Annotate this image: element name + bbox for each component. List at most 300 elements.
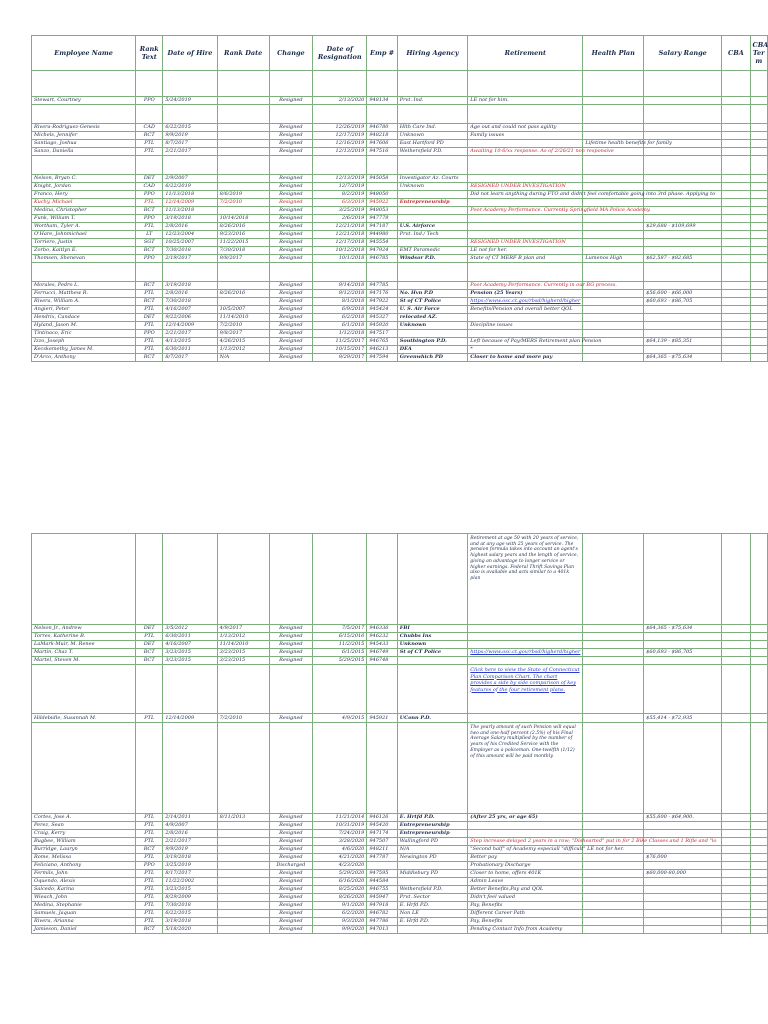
cell-employee-name: Thomsen, Shenevan [32, 255, 136, 263]
cell-health-plan [583, 926, 644, 934]
cell-change: Resigned [269, 894, 312, 902]
cell-salary-range [644, 330, 722, 338]
cell-hiring-agency: U.S. Airforce [397, 223, 468, 231]
cell-rank: RCT [136, 298, 163, 306]
cell-hiring-agency: N/A [397, 846, 468, 854]
cell-date-of-resignation: 6/1/2018 [313, 322, 367, 330]
cell-rank: PTL [136, 870, 163, 878]
cell-employee-name: Jamieson, Daniel [32, 926, 136, 934]
cell-salary-range: $64,139 - $85,351 [644, 338, 722, 346]
cell-hiring-agency: Entrepreneurship [397, 822, 468, 830]
cell-emp-number: 947187 [367, 223, 397, 231]
cell-retirement: Awaiting 10-6/xx response. As of 2/26/21 non responsive [468, 148, 583, 156]
cell-cba-term [750, 175, 767, 183]
cell-change: Resigned [269, 255, 312, 263]
cell-rank-date: 1/13/2012 [217, 346, 269, 354]
cell-salary-range [644, 822, 722, 830]
table-row [32, 822, 768, 830]
table-row [32, 625, 768, 633]
cell-cba-term [750, 191, 767, 199]
cell-employee-name: Rome, Melissa [32, 854, 136, 862]
cell-rank-date: 7/2/2010 [217, 322, 269, 330]
cell-health-plan [583, 633, 644, 641]
cell-rank-date: 9/8/2017 [217, 330, 269, 338]
cell-rank: PTL [136, 838, 163, 846]
cell-emp-number: 946213 [367, 346, 397, 354]
cell-employee-name: Rivera-Rodriguez-Genesis [32, 124, 136, 132]
table-row [32, 902, 768, 910]
cell-retirement [468, 199, 583, 207]
header-change: Change [269, 36, 312, 71]
cell-date-of-resignation: 11/25/2017 [313, 338, 367, 346]
cell-change: Resigned [269, 223, 312, 231]
cell-health-plan [583, 306, 644, 314]
cell-rank: PTL [136, 148, 163, 156]
cell-rank-date: 4/9/2017 [217, 625, 269, 633]
cell-date-of-hire: 6/22/2019 [163, 183, 217, 191]
cell-change: Resigned [269, 215, 312, 223]
cell-rank-date: 11/22/2015 [217, 239, 269, 247]
cell-employee-name: Feliciano, Anthony [32, 862, 136, 870]
cell-salary-range [644, 641, 722, 649]
cell-health-plan [583, 223, 644, 231]
cell-emp-number: 946755 [367, 886, 397, 894]
cell-cba [722, 298, 750, 306]
cell-cba-term [750, 830, 767, 838]
cell-rank-date: 1/13/2012 [217, 633, 269, 641]
cell-date-of-resignation: 10/12/2018 [313, 247, 367, 255]
cell-date-of-hire: 6/30/2011 [163, 633, 217, 641]
cell-retirement [468, 625, 583, 633]
cell-cba-term [750, 140, 767, 148]
cell-rank: PPO [136, 862, 163, 870]
cell-emp-number [367, 183, 397, 191]
table-row [32, 878, 768, 886]
cell-employee-name: Ferrucci, Matthew R. [32, 290, 136, 298]
resignation-table-page-2 [31, 533, 768, 934]
cell-date-of-resignation: 5/29/2015 [313, 657, 367, 665]
cell-rank: PTL [136, 830, 163, 838]
cell-date-of-hire: 3/19/2018 [163, 854, 217, 862]
cell-employee-name: Nelson Jr., Andrew [32, 625, 136, 633]
cell-rank: PTL [136, 322, 163, 330]
cell-hiring-agency: Investigator Az. Courts [397, 175, 468, 183]
cell-date-of-hire: 2/8/2016 [163, 223, 217, 231]
cell-hiring-agency: St of CT Police [397, 649, 468, 657]
cell-employee-name: O'Hare, Johnmichael [32, 231, 136, 239]
cell-change: Resigned [269, 838, 312, 846]
cell-employee-name: Rivera, Arianna [32, 918, 136, 926]
cell-rank: DET [136, 625, 163, 633]
cell-emp-number: 947785 [367, 282, 397, 290]
cell-emp-number: 945327 [367, 314, 397, 322]
cell-cba-term [750, 894, 767, 902]
cell-health-plan [583, 322, 644, 330]
spacer-row [32, 263, 768, 282]
cell-cba [722, 207, 750, 215]
header-rank-date: Rank Date [217, 36, 269, 71]
cell-employee-name: Sanzo, Daniella [32, 148, 136, 156]
cell-salary-range: $55,600 - $64,900. [644, 814, 722, 822]
cell-retirement: Discipline issues [468, 322, 583, 330]
cell-date-of-hire: 3/19/2018 [163, 215, 217, 223]
cell-change: Resigned [269, 148, 312, 156]
cell-rank-date [217, 838, 269, 846]
spacer-row [32, 71, 768, 97]
cell-rank: PTL [136, 886, 163, 894]
cell-change: Resigned [269, 918, 312, 926]
header-hiring-agency: Hiring Agency [397, 36, 468, 71]
cell-date-of-resignation: 6/2/2020 [313, 910, 367, 918]
cell-health-plan [583, 886, 644, 894]
cell-date-of-resignation: 12/17/2018 [313, 239, 367, 247]
table-row [32, 862, 768, 870]
cell-change: Resigned [269, 191, 312, 199]
table-row [32, 191, 768, 199]
cell-date-of-resignation: 2/6/2019 [313, 215, 367, 223]
cell-change: Resigned [269, 926, 312, 934]
cell-cba-term [750, 878, 767, 886]
cell-emp-number: 947176 [367, 290, 397, 298]
cell-hiring-agency: U. S. Air Force [397, 306, 468, 314]
cell-rank-date [217, 894, 269, 902]
cell-cba-term [750, 231, 767, 239]
cell-date-of-hire: 3/25/2019 [163, 862, 217, 870]
cell-employee-name: Hildebidle, Susannah M. [32, 714, 136, 723]
cell-salary-range [644, 322, 722, 330]
table-row [32, 298, 768, 306]
cell-emp-number: 948211 [367, 846, 397, 854]
cell-rank-date: 8/26/2016 [217, 223, 269, 231]
cell-emp-number: 945424 [367, 306, 397, 314]
table-row [32, 282, 768, 290]
cell-employee-name: Michels, Jennifer [32, 132, 136, 140]
table-row [32, 183, 768, 191]
cell-cba [722, 902, 750, 910]
table-row [32, 814, 768, 822]
cell-change: Resigned [269, 870, 312, 878]
cell-cba-term [750, 330, 767, 338]
cell-salary-range [644, 902, 722, 910]
cell-date-of-resignation: 4/6/2020 [313, 846, 367, 854]
cell-date-of-resignation: 10/31/2019 [313, 822, 367, 830]
cell-rank: RCT [136, 657, 163, 665]
cell-cba-term [750, 132, 767, 140]
cell-date-of-hire: 11/13/2018 [163, 191, 217, 199]
table-row [32, 854, 768, 862]
cell-date-of-resignation: 8/26/2020 [313, 894, 367, 902]
cell-hiring-agency [397, 926, 468, 934]
cell-rank-date [217, 140, 269, 148]
cell-rank: PTL [136, 822, 163, 830]
cell-cba [722, 247, 750, 255]
table-row [32, 633, 768, 641]
cell-cba-term [750, 657, 767, 665]
cell-hiring-agency [397, 207, 468, 215]
cell-date-of-resignation: 12/16/2019 [313, 140, 367, 148]
cell-cba-term [750, 239, 767, 247]
cell-emp-number: 947517 [367, 330, 397, 338]
cell-emp-number: 946780 [367, 124, 397, 132]
cell-hiring-agency: DEA [397, 346, 468, 354]
cell-emp-number: 947516 [367, 148, 397, 156]
table-row [32, 886, 768, 894]
cell-health-plan [583, 894, 644, 902]
cell-employee-name: Izzo, Joseph [32, 338, 136, 346]
cell-employee-name: Tintinaco, Eric [32, 330, 136, 338]
cell-change: Resigned [269, 854, 312, 862]
cell-cba [722, 231, 750, 239]
cell-retirement [468, 223, 583, 231]
cell-rank-date [217, 862, 269, 870]
cell-rank-date [217, 886, 269, 894]
cell-date-of-hire: 2/8/2016 [163, 290, 217, 298]
cell-rank-date [217, 132, 269, 140]
cell-date-of-resignation: 1/12/2018 [313, 330, 367, 338]
cell-hiring-agency: Unknown [397, 641, 468, 649]
cell-rank-date: 3/23/2015 [217, 657, 269, 665]
cell-emp-number: 948218 [367, 132, 397, 140]
cell-cba [722, 633, 750, 641]
cell-health-plan [583, 910, 644, 918]
cell-date-of-hire: 8/29/2009 [163, 894, 217, 902]
cell-retirement [468, 822, 583, 830]
cell-health-plan [583, 641, 644, 649]
table-row [32, 926, 768, 934]
cell-emp-number: 944584 [367, 878, 397, 886]
plan-comparison-link[interactable]: Click here to view the State of Connecticut Plan Comparison Chart. The chart provides a side by side comparison of key features of the four retirement plans. [468, 665, 583, 714]
cell-hiring-agency: Entrepreneurship [397, 830, 468, 838]
cell-cba [722, 132, 750, 140]
cell-health-plan [583, 878, 644, 886]
cell-date-of-resignation: 12/13/2019 [313, 148, 367, 156]
cell-date-of-hire: 9/9/2019 [163, 132, 217, 140]
cell-hiring-agency: EMT Paramedic [397, 247, 468, 255]
cell-employee-name: Medina, Christopher [32, 207, 136, 215]
cell-change: Resigned [269, 846, 312, 854]
cell-health-plan [583, 231, 644, 239]
cell-cba-term [750, 633, 767, 641]
table-row [32, 132, 768, 140]
cell-rank-date: 8/6/2019 [217, 191, 269, 199]
header-rank: Rank Text [136, 36, 163, 71]
cell-health-plan [583, 918, 644, 926]
cell-date-of-resignation: 8/25/2020 [313, 886, 367, 894]
cell-cba-term [750, 148, 767, 156]
cell-rank-date [217, 918, 269, 926]
cell-cba [722, 814, 750, 822]
cell-emp-number: 947595 [367, 870, 397, 878]
cell-date-of-resignation: 6/2/2018 [313, 314, 367, 322]
cell-rank: PTL [136, 338, 163, 346]
cell-change: Resigned [269, 298, 312, 306]
cell-hiring-agency: Prvt. Ind./ Tech [397, 231, 468, 239]
cell-salary-range: $60,693 - $86,705 [644, 298, 722, 306]
cell-cba-term [750, 854, 767, 862]
cell-emp-number: 947918 [367, 902, 397, 910]
cell-rank: DET [136, 175, 163, 183]
cell-hiring-agency [397, 215, 468, 223]
cell-cba [722, 625, 750, 633]
cell-change: Resigned [269, 247, 312, 255]
cell-date-of-hire: 2/21/2017 [163, 838, 217, 846]
cell-employee-name: D'Arco, Anthony [32, 354, 136, 362]
cell-retirement [468, 641, 583, 649]
cell-health-plan: Lumenos High [583, 255, 644, 263]
cell-health-plan [583, 870, 644, 878]
cell-salary-range [644, 132, 722, 140]
cell-cba [722, 330, 750, 338]
cell-date-of-resignation: 12/17/2019 [313, 132, 367, 140]
cell-rank: PTL [136, 894, 163, 902]
cell-rank-date [217, 97, 269, 105]
cell-health-plan [583, 330, 644, 338]
cell-cba [722, 290, 750, 298]
cell-hiring-agency: Middlebury PD [397, 870, 468, 878]
cell-retirement [468, 231, 583, 239]
cell-cba [722, 878, 750, 886]
cell-change: Resigned [269, 878, 312, 886]
cell-rank: RCT [136, 649, 163, 657]
cell-cba-term [750, 641, 767, 649]
cell-salary-range [644, 633, 722, 641]
cell-hiring-agency [397, 862, 468, 870]
cell-change: Resigned [269, 290, 312, 298]
cell-employee-name: Hyland, Jason M. [32, 322, 136, 330]
cell-employee-name: Medina, Stephanie [32, 902, 136, 910]
cell-date-of-hire: 3/23/2015 [163, 649, 217, 657]
cell-date-of-hire: 3/19/2018 [163, 282, 217, 290]
cell-salary-range [644, 878, 722, 886]
cell-health-plan [583, 862, 644, 870]
cell-health-plan [583, 290, 644, 298]
cell-health-plan [583, 902, 644, 910]
cell-cba [722, 830, 750, 838]
cell-date-of-hire: 2/8/2016 [163, 830, 217, 838]
cell-cba [722, 306, 750, 314]
table-row [32, 918, 768, 926]
cell-cba-term [750, 346, 767, 354]
cell-employee-name: LaMark-Muir, M. Renee [32, 641, 136, 649]
cell-date-of-hire: 9/9/2019 [163, 846, 217, 854]
cell-emp-number: 945433 [367, 641, 397, 649]
table-row [32, 354, 768, 362]
resignation-table-page-1 [31, 35, 768, 362]
cell-change: Resigned [269, 649, 312, 657]
cell-health-plan: Lifetime health benefits for family [583, 140, 644, 148]
cell-cba [722, 910, 750, 918]
cell-cba [722, 314, 750, 322]
cell-cba-term [750, 255, 767, 263]
table-row [32, 714, 768, 723]
cell-salary-range [644, 862, 722, 870]
cell-retirement[interactable]: https://www.osc.ct.gov/rbsd/higherd/higher [468, 649, 583, 657]
cell-change: Resigned [269, 132, 312, 140]
cell-date-of-resignation: 10/1/2018 [313, 255, 367, 263]
table-row [32, 140, 768, 148]
cell-salary-range [644, 918, 722, 926]
cell-change: Resigned [269, 306, 312, 314]
cell-salary-range [644, 175, 722, 183]
cell-hiring-agency: Wethersfield P.D. [397, 148, 468, 156]
table-row [32, 290, 768, 298]
cell-cba-term [750, 822, 767, 830]
cell-retirement: LE not for her. [468, 247, 583, 255]
cell-cba [722, 886, 750, 894]
cell-date-of-resignation: 3/28/2020 [313, 838, 367, 846]
cell-salary-range [644, 657, 722, 665]
cell-emp-number: 945947 [367, 894, 397, 902]
cell-date-of-hire: 6/22/2015 [163, 124, 217, 132]
cell-cba [722, 346, 750, 354]
cell-salary-range: $62,587 - $82,685 [644, 255, 722, 263]
cell-date-of-hire: 5/18/2020 [163, 926, 217, 934]
cell-salary-range [644, 207, 722, 215]
cell-change: Resigned [269, 183, 312, 191]
cell-date-of-hire: 4/16/2007 [163, 641, 217, 649]
cell-emp-number: 948053 [367, 207, 397, 215]
cell-date-of-hire: 11/22/2002 [163, 878, 217, 886]
cell-employee-name: Torres, Katherine B. [32, 633, 136, 641]
cell-cba [722, 838, 750, 846]
cell-date-of-resignation: 12/7/2019 [313, 183, 367, 191]
cell-health-plan [583, 239, 644, 247]
cell-salary-range [644, 346, 722, 354]
cell-rank-date [217, 902, 269, 910]
cell-rank: PPO [136, 330, 163, 338]
cell-hiring-agency: E. Hrfd P.D. [397, 902, 468, 910]
cell-cba-term [750, 910, 767, 918]
cell-emp-number: 945420 [367, 822, 397, 830]
cell-retirement: Pay, Benefits [468, 902, 583, 910]
cell-retirement: Closer to home and more pay [468, 354, 583, 362]
cell-cba [722, 641, 750, 649]
cell-hiring-agency: Unknown [397, 183, 468, 191]
cell-salary-range: $64,365 - $75,634 [644, 625, 722, 633]
cell-retirement: Didn't feel valued [468, 894, 583, 902]
header-employee-name: Employee Name [32, 36, 136, 71]
cell-cba-term [750, 625, 767, 633]
cell-salary-range: $60,000-80,000 [644, 870, 722, 878]
header-row [32, 36, 768, 71]
cell-date-of-resignation: 4/9/2015 [313, 714, 367, 723]
cell-hiring-agency: FBI [397, 625, 468, 633]
cell-rank: CAD [136, 124, 163, 132]
cell-employee-name: Hendrix, Candace [32, 314, 136, 322]
cell-change: Resigned [269, 830, 312, 838]
cell-cba [722, 846, 750, 854]
cell-health-plan [583, 649, 644, 657]
cell-change: Resigned [269, 330, 312, 338]
cell-rank-date [217, 148, 269, 156]
cell-emp-number: 947922 [367, 298, 397, 306]
cell-salary-range [644, 830, 722, 838]
cell-date-of-hire: 6/22/2015 [163, 910, 217, 918]
cell-rank: DET [136, 314, 163, 322]
cell-hiring-agency [397, 239, 468, 247]
cell-cba-term [750, 926, 767, 934]
cell-cba [722, 199, 750, 207]
cell-date-of-resignation: 6/3/2019 [313, 199, 367, 207]
cell-change: Resigned [269, 814, 312, 822]
cell-retirement: Better Benefits,Pay and QOL [468, 886, 583, 894]
cell-retirement[interactable]: https://www.osc.ct.gov/rbsd/higherd/higher [468, 298, 583, 306]
cell-rank-date: 11/14/2010 [217, 641, 269, 649]
cell-date-of-hire: 2/21/2017 [163, 148, 217, 156]
cell-rank: CAD [136, 183, 163, 191]
cell-date-of-hire: 2/19/2017 [163, 255, 217, 263]
cell-employee-name: Stewart, Courtney [32, 97, 136, 105]
